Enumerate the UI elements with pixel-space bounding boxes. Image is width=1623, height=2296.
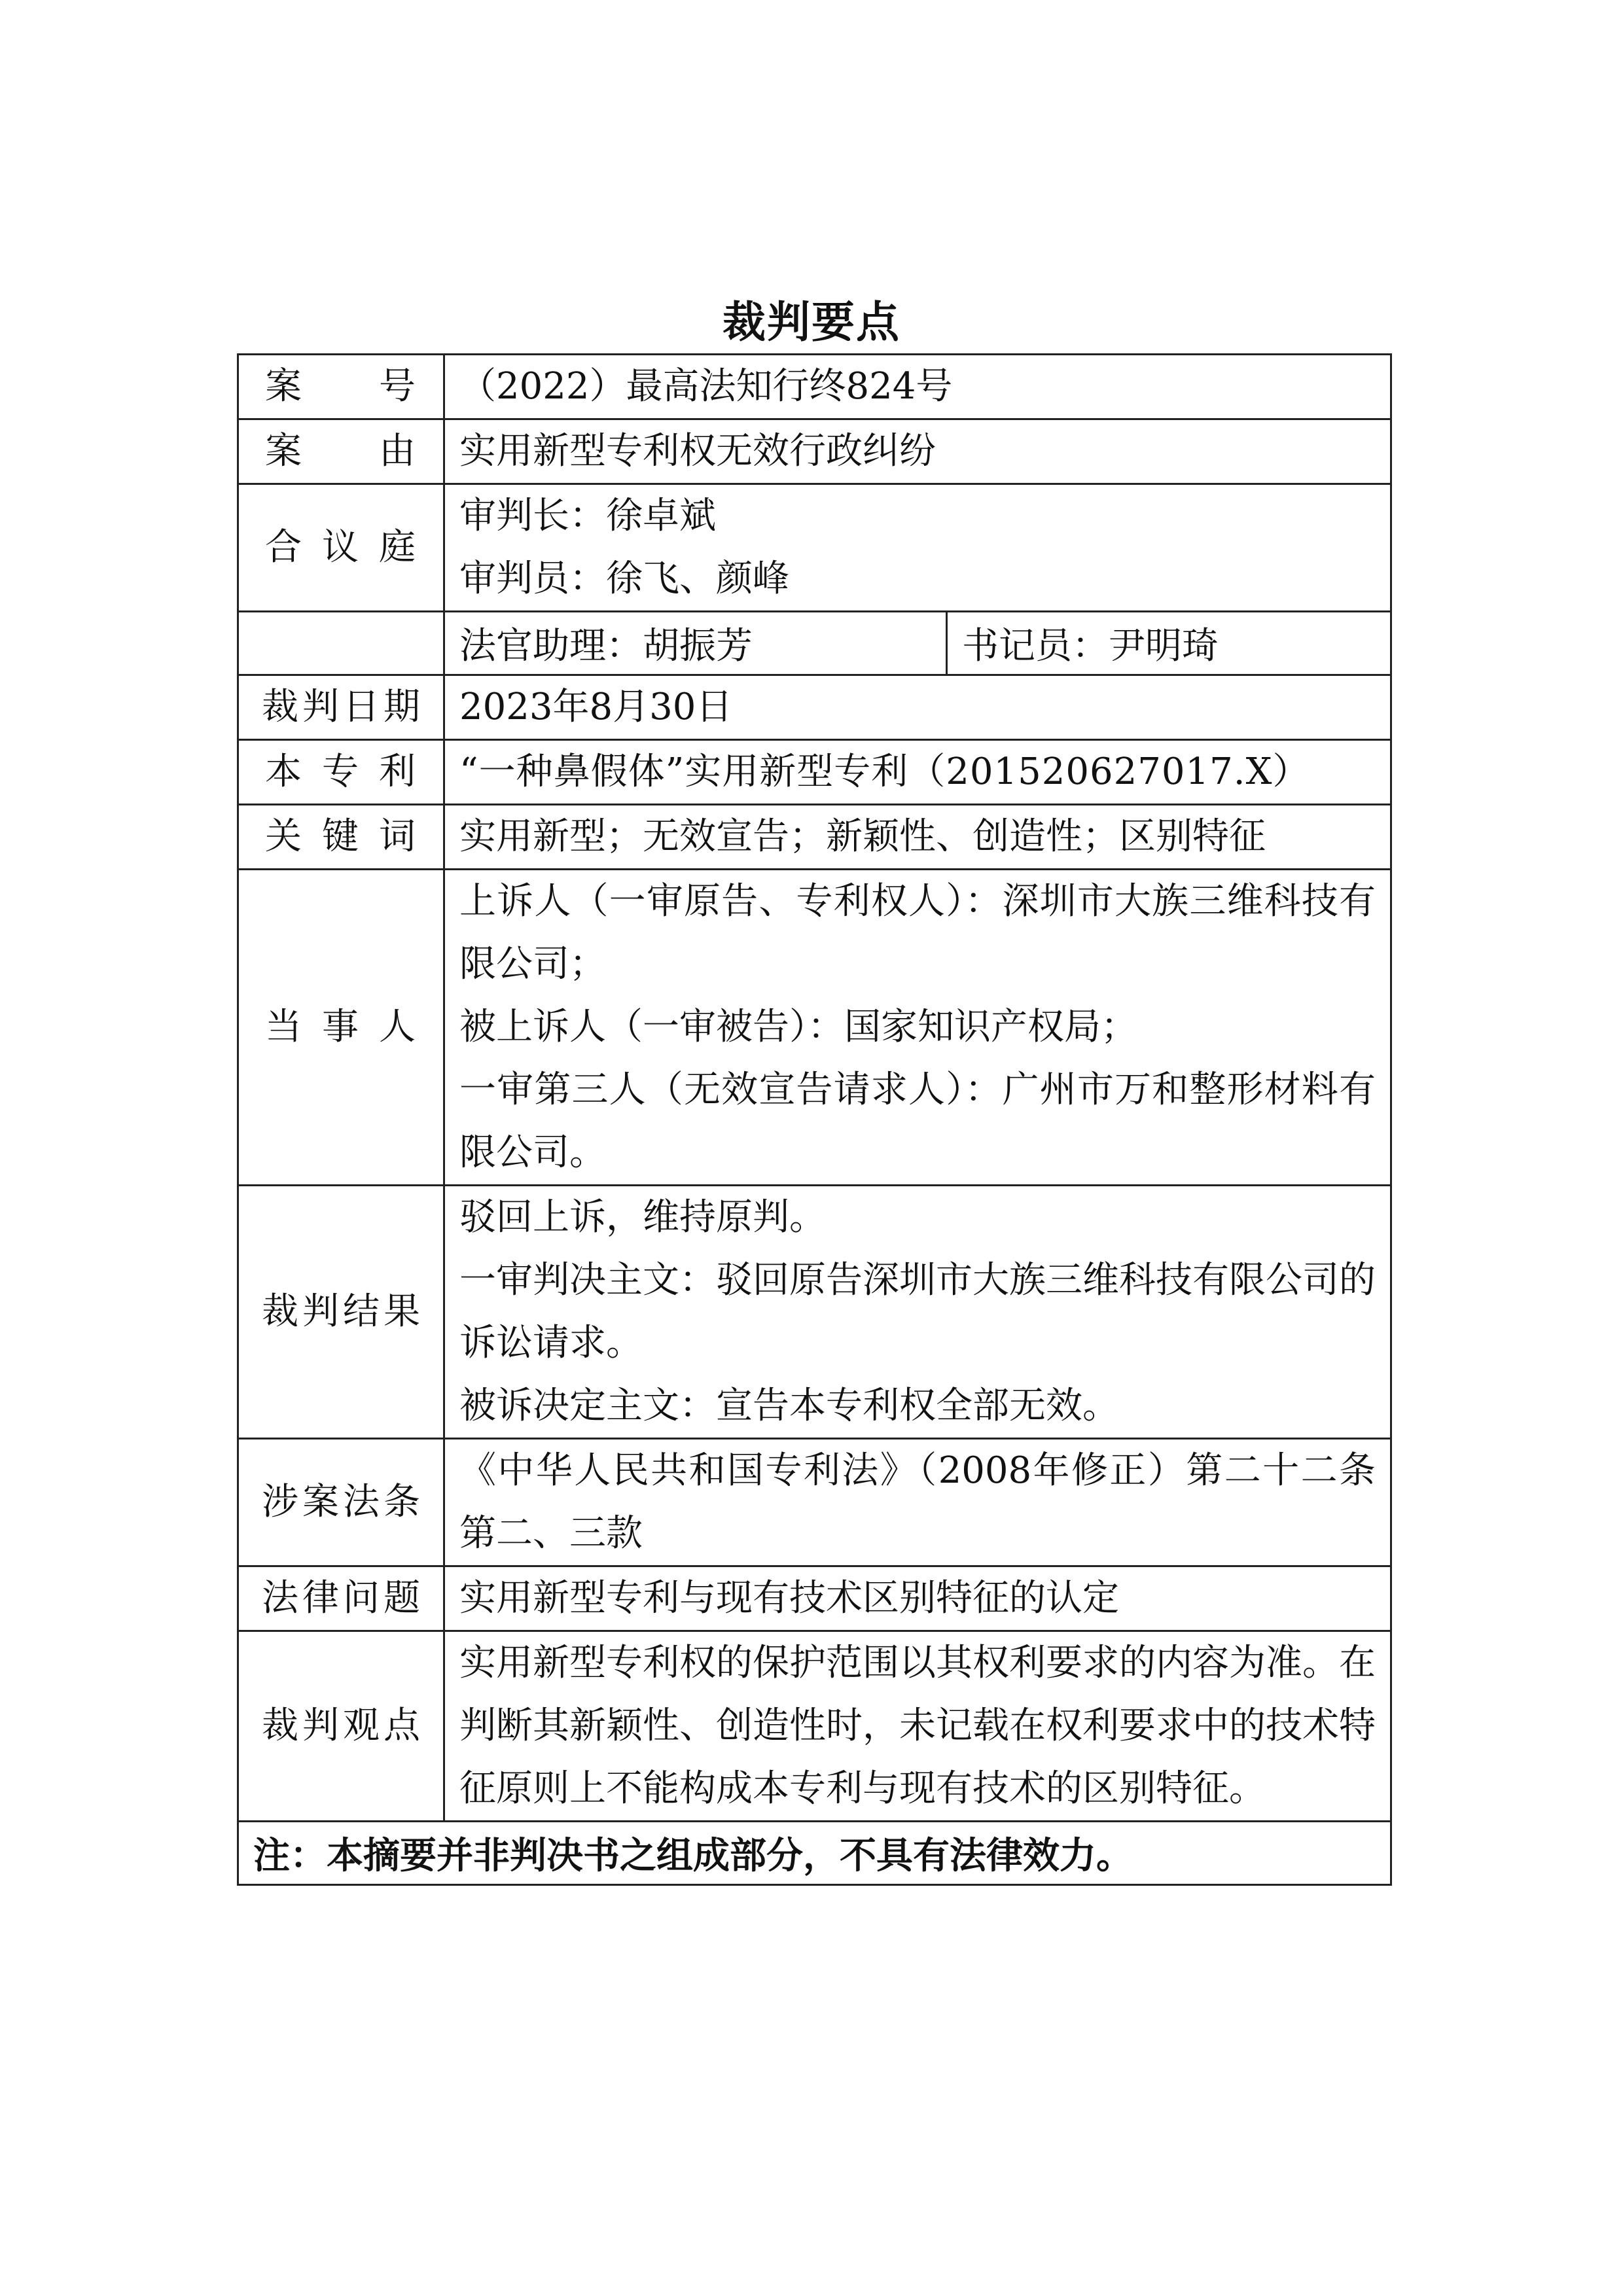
decision-ruling: 被诉决定主文：宣告本专利权全部无效。 bbox=[459, 1385, 1119, 1427]
disclaimer-note: 注：本摘要并非判决书之组成部分，不具有法律效力。 bbox=[238, 1822, 1391, 1885]
row-assistant-clerk bbox=[238, 612, 1391, 675]
row-law bbox=[238, 1439, 1391, 1566]
final-ruling: 驳回上诉，维持原判。 bbox=[459, 1196, 826, 1239]
presiding-judge: 审判长：徐卓斌 bbox=[459, 495, 716, 537]
issue-label: 法律问题 bbox=[262, 1577, 420, 1619]
label-cell bbox=[238, 870, 444, 1186]
panel-value bbox=[444, 484, 1391, 612]
label-cell bbox=[238, 1439, 444, 1566]
row-date bbox=[238, 675, 1391, 740]
law-label: 涉案法条 bbox=[262, 1481, 420, 1523]
third-party: 一审第三人（无效宣告请求人）：广州市万和整形材料有限公司。 bbox=[459, 1069, 1376, 1174]
result-label: 裁判结果 bbox=[262, 1290, 420, 1333]
ruling-summary-table bbox=[237, 353, 1392, 1886]
keywords-label: 关键词 bbox=[265, 815, 416, 858]
keywords-value: 实用新型；无效宣告；新颖性、创造性；区别特征 bbox=[444, 805, 1391, 870]
empty-label-cell bbox=[238, 612, 444, 675]
label-cell bbox=[238, 484, 444, 612]
label-cell bbox=[238, 1186, 444, 1439]
judges: 审判员：徐飞、颜峰 bbox=[459, 557, 789, 600]
label-cell bbox=[238, 740, 444, 805]
cause-value: 实用新型专利权无效行政纠纷 bbox=[444, 419, 1391, 484]
row-note bbox=[238, 1822, 1391, 1885]
appellee: 被上诉人（一审被告）：国家知识产权局； bbox=[459, 1006, 1137, 1048]
judge-assistant: 法官助理：胡振芳 bbox=[444, 612, 947, 675]
label-cell bbox=[238, 675, 444, 740]
label-cell bbox=[238, 1566, 444, 1631]
document-title: 裁判要点 bbox=[722, 296, 901, 347]
issue-value: 实用新型专利与现有技术区别特征的认定 bbox=[444, 1566, 1391, 1631]
label-cell bbox=[238, 355, 444, 419]
row-case-number bbox=[238, 355, 1391, 419]
row-patent bbox=[238, 740, 1391, 805]
row-opinion bbox=[238, 1631, 1391, 1822]
row-keywords bbox=[238, 805, 1391, 870]
patent-value: “一种鼻假体”实用新型专利（201520627017.X） bbox=[444, 740, 1391, 805]
opinion-value: 实用新型专利权的保护范围以其权利要求的内容为准。在判断其新颖性、创造性时，未记载在权利要求中的技术特征原则上不能构成本专利与现有技术的区别特征。 bbox=[444, 1631, 1391, 1822]
parties-value bbox=[444, 870, 1391, 1186]
cause-label: 案 由 bbox=[265, 430, 416, 472]
result-value bbox=[444, 1186, 1391, 1439]
case-number-value: （2022）最高法知行终824号 bbox=[444, 355, 1391, 419]
label-cell bbox=[238, 805, 444, 870]
appellant: 上诉人（一审原告、专利权人）：深圳市大族三维科技有限公司； bbox=[459, 880, 1376, 985]
first-instance-ruling: 一审判决主文：驳回原告深圳市大族三维科技有限公司的诉讼请求。 bbox=[459, 1259, 1376, 1364]
label-cell bbox=[238, 1631, 444, 1822]
parties-label: 当事人 bbox=[265, 1006, 416, 1048]
patent-label: 本专利 bbox=[265, 751, 416, 793]
law-value: 《中华人民共和国专利法》（2008年修正）第二十二条第二、三款 bbox=[444, 1439, 1391, 1566]
case-number-label: 案 号 bbox=[265, 365, 416, 408]
panel-label: 合议庭 bbox=[265, 526, 416, 569]
opinion-label: 裁判观点 bbox=[262, 1704, 420, 1747]
label-cell bbox=[238, 419, 444, 484]
clerk: 书记员：尹明琦 bbox=[947, 612, 1391, 675]
row-result bbox=[238, 1186, 1391, 1439]
row-panel bbox=[238, 484, 1391, 612]
row-issue bbox=[238, 1566, 1391, 1631]
date-label: 裁判日期 bbox=[262, 686, 420, 728]
row-parties bbox=[238, 870, 1391, 1186]
row-cause bbox=[238, 419, 1391, 484]
date-value: 2023年8月30日 bbox=[444, 675, 1391, 740]
